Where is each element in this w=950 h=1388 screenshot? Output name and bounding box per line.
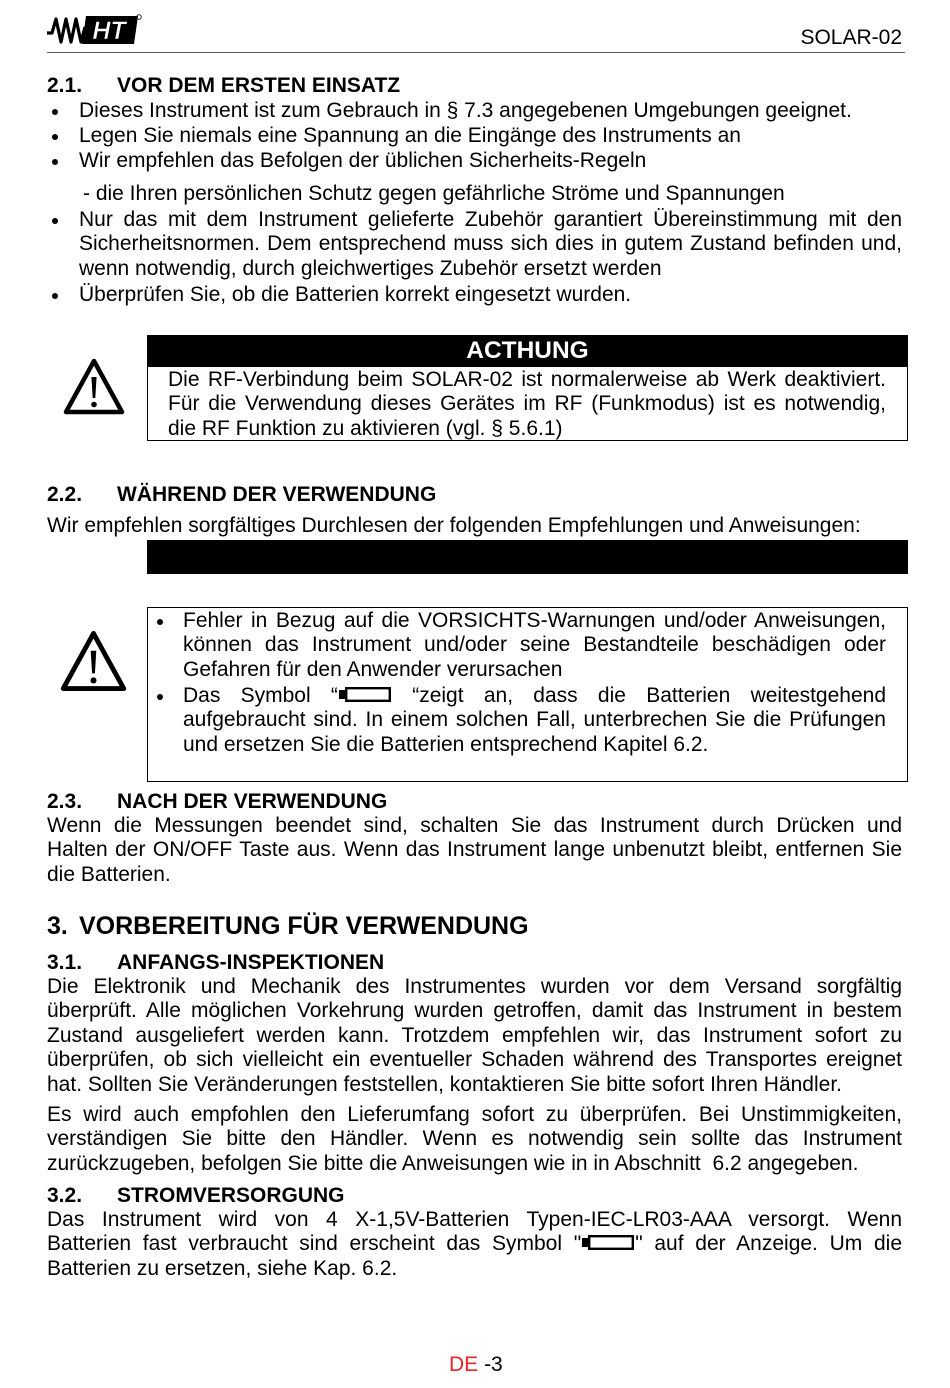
bullet-line: Nur das mit dem Instrument gelieferte Zubehör garantiert Übereinstimmung mit den	[79, 208, 902, 231]
bullet-marker	[52, 109, 58, 115]
paragraph-line: Halten der ON/OFF Taste aus. Wenn das Instrument lange unbenutzt bleibt, entfernen Sie	[47, 838, 902, 862]
paragraph-line: überprüft. Alle möglichen Vorkehrung wurden getroffen, damit das Instrument in bestem	[47, 999, 902, 1023]
bullet-text	[183, 684, 886, 757]
section-number: 2.2.	[47, 483, 83, 506]
section-number: 3.1.	[47, 951, 83, 974]
page-footer	[449, 1353, 503, 1377]
paragraph	[47, 975, 902, 1097]
bullet-text: Dieses Instrument ist zum Gebrauch in § 7.3 angegebenen Umgebungen geeignet.	[79, 99, 852, 122]
section-number: 2.1.	[47, 74, 83, 97]
text-run: “zeigt an, dass die Batterien weitestgehend	[391, 684, 887, 707]
warning-triangle-icon	[63, 358, 125, 415]
paragraph-line: Wenn die Messungen beendet sind, schalten Sie das Instrument durch Drücken und	[47, 814, 902, 837]
paragraph-line: hat. Sollten Sie Veränderungen feststellen, kontaktieren Sie bitte sofort Ihren Händler.	[47, 1072, 842, 1096]
bullet-marker	[52, 159, 58, 165]
paragraph-line	[47, 1232, 902, 1256]
bullet-line: aufgebraucht sind. In einem solchen Fall, unterbrechen Sie die Prüfungen	[183, 708, 886, 732]
warning-header-bar	[147, 335, 908, 367]
warning-header-bar	[147, 540, 908, 574]
section-title: VOR DEM ERSTEN EINSATZ	[117, 74, 401, 97]
paragraph-line: Wir empfehlen sorgfältiges Durchlesen der folgenden Empfehlungen und Anweisungen:	[47, 514, 861, 537]
bullet-line: und ersetzen Sie die Batterien entsprechend Kapitel 6.2.	[183, 732, 709, 756]
bullet-line: Sicherheitsnormen. Dem entsprechend muss sich dies in gutem Zustand befinden und,	[79, 232, 902, 256]
paragraph-line: Die Elektronik und Mechanik des Instrumentes wurden vor dem Versand sorgfältig	[47, 975, 902, 998]
paragraph-line: zurückzugeben, befolgen Sie bitte die Anweisungen wie in in Abschnitt 6.2 angegeben.	[47, 1151, 859, 1175]
section-title: STROMVERSORGUNG	[117, 1184, 345, 1207]
ht-logo	[46, 13, 142, 47]
bullet-marker	[52, 218, 58, 224]
bullet-line: können das Instrument und/oder seine Bestandteile beschädigen oder	[183, 633, 886, 657]
section-title: WÄHREND DER VERWENDUNG	[117, 483, 437, 506]
bullet-line: Fehler in Bezug auf die VORSICHTS-Warnungen und/oder Anweisungen,	[183, 609, 886, 632]
bullet-marker	[157, 694, 163, 700]
battery-low-icon	[339, 687, 391, 702]
bullet-marker	[52, 134, 58, 140]
battery-low-icon	[582, 1235, 634, 1250]
chapter-number: 3.	[47, 912, 68, 940]
warning-triangle-icon	[60, 630, 127, 692]
bullet-line: wenn notwendig, durch gleichwertiges Zubehör ersetzt werden	[79, 256, 662, 280]
paragraph	[47, 814, 902, 887]
bullet-line: Gefahren für den Anwender verursachen	[183, 657, 563, 681]
logo-text: HT	[92, 17, 126, 45]
footer-page-number: -3	[484, 1353, 503, 1376]
bullet-sub-note: - die Ihren persönlichen Schutz gegen gefährliche Ströme und Spannungen	[83, 182, 785, 205]
chapter-title: VORBEREITUNG FÜR VERWENDUNG	[79, 912, 529, 940]
paragraph	[47, 1103, 902, 1176]
warning-text-line: die RF Funktion zu aktivieren (vgl. § 5.6.1)	[168, 416, 563, 440]
paragraph-line: Es wird auch empfohlen den Lieferumfang sofort zu überprüfen. Bei Unstimmigkeiten,	[47, 1103, 902, 1126]
paragraph-line: die Batterien.	[47, 862, 171, 886]
bullet-text: Wir empfehlen das Befolgen der üblichen Sicherheits-Regeln	[79, 149, 647, 172]
bullet-text	[79, 208, 902, 281]
paragraph	[47, 1208, 902, 1281]
bullet-marker	[157, 619, 163, 625]
paragraph-line: Zustand ausgeliefert werden kann. Trotzdem empfehlen wir, das Instrument sofort zu	[47, 1023, 902, 1047]
warning-text-line: Für die Verwendung dieses Gerätes im RF (Funkmodus) ist es notwendig,	[168, 392, 886, 416]
text-run: Das Symbol “	[183, 684, 338, 707]
footer-language: DE	[449, 1353, 479, 1376]
bullet-marker	[52, 293, 58, 299]
bullet-text: Legen Sie niemals eine Spannung an die Eingänge des Instruments an	[79, 124, 741, 147]
warning-text	[168, 368, 886, 441]
paragraph-line: Batterien zu ersetzen, siehe Kap. 6.2.	[47, 1256, 398, 1280]
section-number: 3.2.	[47, 1184, 83, 1207]
document-id: SOLAR-02	[800, 26, 902, 49]
text-run: " auf der Anzeige. Um die	[635, 1232, 903, 1256]
header-rule	[47, 52, 905, 53]
warning-title: ACTHUNG	[466, 337, 589, 364]
text-run: Batterien fast verbraucht sind erscheint das Symbol "	[47, 1232, 582, 1256]
logo-wave	[47, 19, 85, 42]
paragraph-line: Das Instrument wird von 4 X-1,5V-Batterien Typen-IEC-LR03-AAA versorgt. Wenn	[47, 1208, 902, 1231]
section-title: ANFANGS-INSPEKTIONEN	[117, 951, 385, 974]
paragraph-line: überprüfen, ob sich vielleicht ein eventueller Schaden während des Transportes ereignet	[47, 1048, 902, 1072]
bullet-line	[183, 684, 886, 708]
bullet-text	[183, 609, 886, 682]
warning-text-line: Die RF-Verbindung beim SOLAR-02 ist normalerweise ab Werk deaktiviert.	[168, 368, 886, 391]
bullet-text: Überprüfen Sie, ob die Batterien korrekt eingesetzt wurden.	[79, 283, 632, 306]
section-title: NACH DER VERWENDUNG	[117, 790, 388, 813]
section-number: 2.3.	[47, 790, 83, 813]
paragraph-line: verständigen Sie bitte den Händler. Wenn es notwendig sein sollte das Instrument	[47, 1127, 902, 1151]
